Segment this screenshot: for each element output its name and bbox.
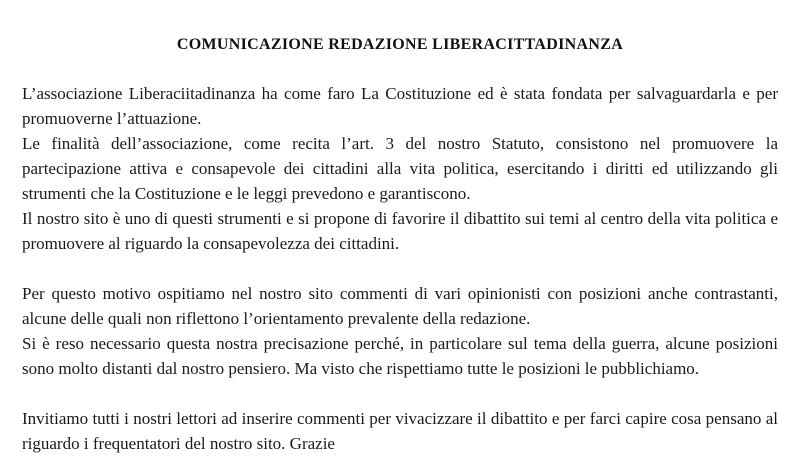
paragraph: Invitiamo tutti i nostri lettori ad inserire commenti per vivacizzare il dibattito e per farci capire cosa pensano al riguardo i frequentatori del nostro sito. Grazie [22,409,778,453]
paragraph-group [22,81,778,256]
paragraph-group [22,281,778,381]
paragraph: Si è reso necessario questa nostra precisazione perché, in particolare sul tema della guerra, alcune posizioni sono molto distanti dal nostro pensiero. Ma visto che rispettiamo tutte le posizioni le pubblichiamo. [22,334,778,378]
paragraph: Il nostro sito è uno di questi strumenti e si propone di favorire il dibattito sui temi al centro della vita politica e promuovere al riguardo la consapevolezza dei cittadini. [22,209,778,253]
document-title: COMUNICAZIONE REDAZIONE LIBERACITTADINANZA [176,36,624,53]
document-body [22,81,778,456]
paragraph: Per questo motivo ospitiamo nel nostro sito commenti di vari opinionisti con posizioni anche contrastanti, alcune delle quali non riflettono l’orientamento prevalente della redazione. [22,284,778,328]
paragraph-group [22,406,778,456]
paragraph: L’associazione Liberaciitadinanza ha come faro La Costituzione ed è stata fondata per salvaguardarla e per promuoverne l’attuazione. [22,84,778,128]
paragraph: Le finalità dell’associazione, come recita l’art. 3 del nostro Statuto, consistono nel promuovere la partecipazione attiva e consapevole dei cittadini alla vita politica, esercitando i diritti ed utilizzando gli strumenti che la Costituzione e le leggi prevedono e garantiscono. [22,134,778,203]
